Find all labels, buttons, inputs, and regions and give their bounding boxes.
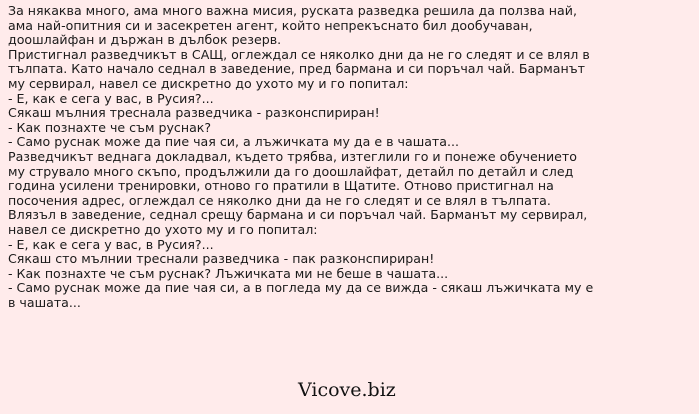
joke-text — [8, 4, 692, 310]
joke-line: - Само руснак може да пие чая си, а лъжичката му да е в чашата... — [8, 134, 459, 150]
joke-line: Влязъл в заведение, седнал срещу бармана и си поръчал чай. Барманът му сервирал, — [8, 207, 588, 223]
joke-line: - Как познахте че съм руснак? — [8, 119, 212, 135]
joke-line: Разведчикът веднага докладвал, където трябва, изтеглили го и понеже обучението — [8, 148, 577, 164]
joke-line: - Как познахте че съм руснак? Лъжичката ми не беше в чашата... — [8, 265, 449, 281]
site-watermark: Vicove.biz — [298, 379, 396, 401]
joke-line: година усилени тренировки, отново го пратили в Щатите. Отново пристигнал на — [8, 178, 554, 194]
joke-line: посочения адрес, оглеждал се няколко дни да не го следят и се влял в тълпата. — [8, 192, 551, 208]
joke-line: доошлайфан и държан в дълбок резерв. — [8, 32, 282, 48]
joke-line: За някаква много, ама много важна мисия, руската разведка решила да ползва най, — [8, 3, 577, 18]
joke-line: ама най-опитния си и засекретен агент, който непрекъснато бил дообучаван, — [8, 17, 533, 33]
joke-line: му сервирал, навел се дискретно до ухото му и го попитал: — [8, 75, 409, 91]
joke-line: - Е, как е сега у вас, в Русия?... — [8, 90, 214, 106]
joke-line: - Е, как е сега у вас, в Русия?... — [8, 236, 214, 252]
joke-line: навел се дискретно до ухото му и го попитал: — [8, 221, 318, 237]
joke-line: - Само руснак може да пие чая си, а в погледа му да се вижда - сякаш лъжичката му е — [8, 280, 594, 296]
joke-line: му струвало много скъпо, продължили да го доошлайфат, детайл по детайл и след — [8, 163, 574, 179]
joke-line: Сякаш мълния треснала разведчика - разконспириран! — [8, 105, 380, 121]
joke-line: тълпата. Като начало седнал в заведение, пред бармана и си поръчал чай. Барманът — [8, 61, 585, 77]
joke-line: Сякаш сто мълнии треснали разведчика - пак разконспириран! — [8, 251, 435, 267]
joke-line: в чашата... — [8, 294, 81, 310]
joke-line: Пристигнал разведчикът в САЩ, оглеждал се няколко дни да не го следят и се влял в — [8, 46, 590, 62]
